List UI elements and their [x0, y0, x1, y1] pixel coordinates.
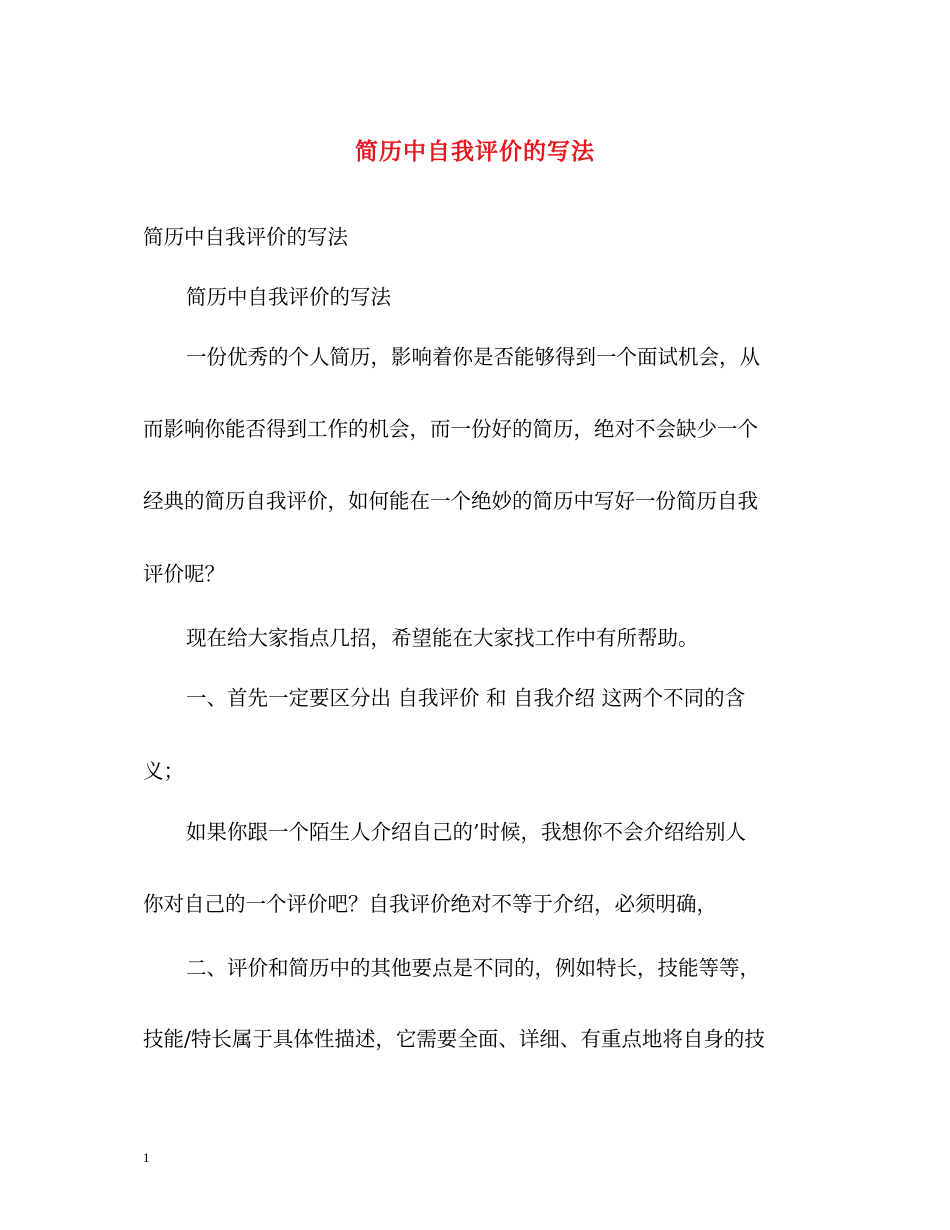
- body-line: 经典的简历自我评价，如何能在一个绝妙的简历中写好一份简历自我: [143, 489, 758, 513]
- body-line: 义；: [143, 759, 184, 783]
- body-line: 一份优秀的个人简历，影响着你是否能够得到一个面试机会，从: [186, 345, 760, 369]
- body-line: 你对自己的一个评价吧？自我评价绝对不等于介绍，必须明确，: [143, 892, 717, 916]
- body-line: 而影响你能否得到工作的机会，而一份好的简历，绝对不会缺少一个: [143, 417, 758, 441]
- body-line: 二、评价和简历中的其他要点是不同的，例如特长，技能等等，: [186, 956, 760, 980]
- page-number: 1: [143, 1150, 150, 1165]
- body-line: 简历中自我评价的写法: [143, 225, 348, 249]
- body-line: 技能/特长属于具体性描述，它需要全面、详细、有重点地将自身的技: [143, 1027, 765, 1051]
- body-line: 如果你跟一个陌生人介绍自己的’时候，我想你不会介绍给别人: [186, 820, 747, 844]
- body-line: 现在给大家指点几招，希望能在大家找工作中有所帮助。: [186, 626, 699, 650]
- body-line: 评价呢？: [143, 562, 225, 586]
- body-line: 一、首先一定要区分出 自我评价 和 自我介绍 这两个不同的含: [186, 686, 746, 710]
- body-line: 简历中自我评价的写法: [186, 285, 391, 309]
- document-title: 简历中自我评价的写法: [355, 138, 595, 165]
